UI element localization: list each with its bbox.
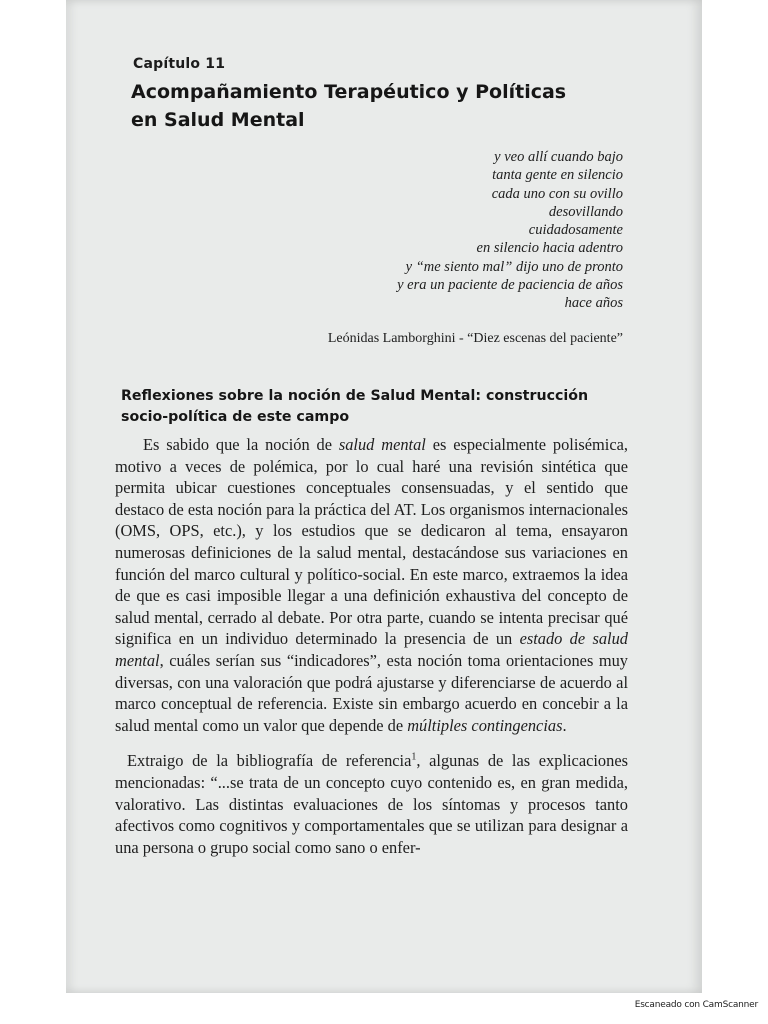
epigraph-line: y “me siento mal” dijo uno de pronto — [405, 258, 623, 275]
epigraph-line: hace años — [564, 295, 623, 312]
epigraph-line: tanta gente en silencio — [492, 167, 623, 184]
epigraph-line: y veo allí cuando bajo — [494, 149, 623, 165]
italic-term: salud mental — [338, 435, 426, 454]
italic-term: estado de salud mental — [115, 629, 628, 670]
epigraph — [303, 148, 623, 313]
right-margin-strip — [702, 0, 768, 1000]
epigraph-attribution: Leónidas Lamborghini - “Diez escenas del paciente” — [327, 331, 623, 346]
scanner-watermark: Escaneado con CamScanner — [634, 1000, 758, 1010]
italic-term: múltiples contingencias — [407, 715, 563, 735]
paragraph-text: es especialmente polisémica, motivo a veces de polémica, por lo cual haré una revisión sintética que permita ubicar cuestiones conceptuales consensuadas, y el sentido que destaco de esta noción para la práctica del AT. Los organismos internacionales (OMS, OPS, etc.), y los estudios que se dedicaron al tema, ensayaron numerosas definiciones de la salud mental, destacándose sus variaciones en función del marco cultural y político-social. En este marco, extraemos la idea de que es casi imposible llegar a una definición exhaustiva del concepto de salud mental, cerrado al debate. Por otra parte, cuando se intenta precisar qué significa en un individuo determinado la presencia de un — [115, 435, 628, 649]
paragraph — [115, 750, 628, 858]
epigraph-line: cuidadosamente — [528, 222, 623, 239]
left-margin-strip — [0, 0, 66, 1000]
chapter-title: Acompañamiento Terapéutico y Políticas en Salud Mental — [131, 81, 567, 131]
paragraph-text: . — [562, 715, 567, 735]
section-title: Reflexiones sobre la noción de Salud Mental: construcción socio-política de este campo — [121, 388, 589, 425]
epigraph-line: y era un paciente de paciencia de años — [397, 277, 623, 294]
body-text — [115, 434, 628, 858]
epigraph-line: desovillando — [548, 203, 623, 220]
epigraph-line: cada uno con su ovillo — [491, 185, 623, 202]
epigraph-line: en silencio hacia adentro — [476, 240, 623, 257]
chapter-number: Capítulo 11 — [133, 56, 226, 72]
paragraph — [115, 434, 628, 736]
paragraph-text: Extraigo de la bibliografía de referencia — [127, 751, 412, 771]
paragraph-text: Es sabido que la noción de — [143, 435, 339, 454]
footnote-marker: 1 — [411, 751, 417, 763]
paragraph-text: , cuáles serían sus “indicadores”, esta noción toma orientaciones muy diversas, con una valoración que podrá ajustarse y diferenciarse de acuerdo al marco conceptual de referencia. Existe sin embargo acuerdo en concebir a la salud mental como un valor que depende de — [115, 650, 628, 735]
paragraph-text: , algunas de las explicaciones mencionadas: “...se trata de un concepto cuyo contenido es, en gran medida, valorativo. Las distintas evaluaciones de los síntomas y procesos tanto afectivos como cognitivos y comportamentales que se utilizan para designar a una persona o grupo social como sano o enfer- — [115, 751, 628, 857]
